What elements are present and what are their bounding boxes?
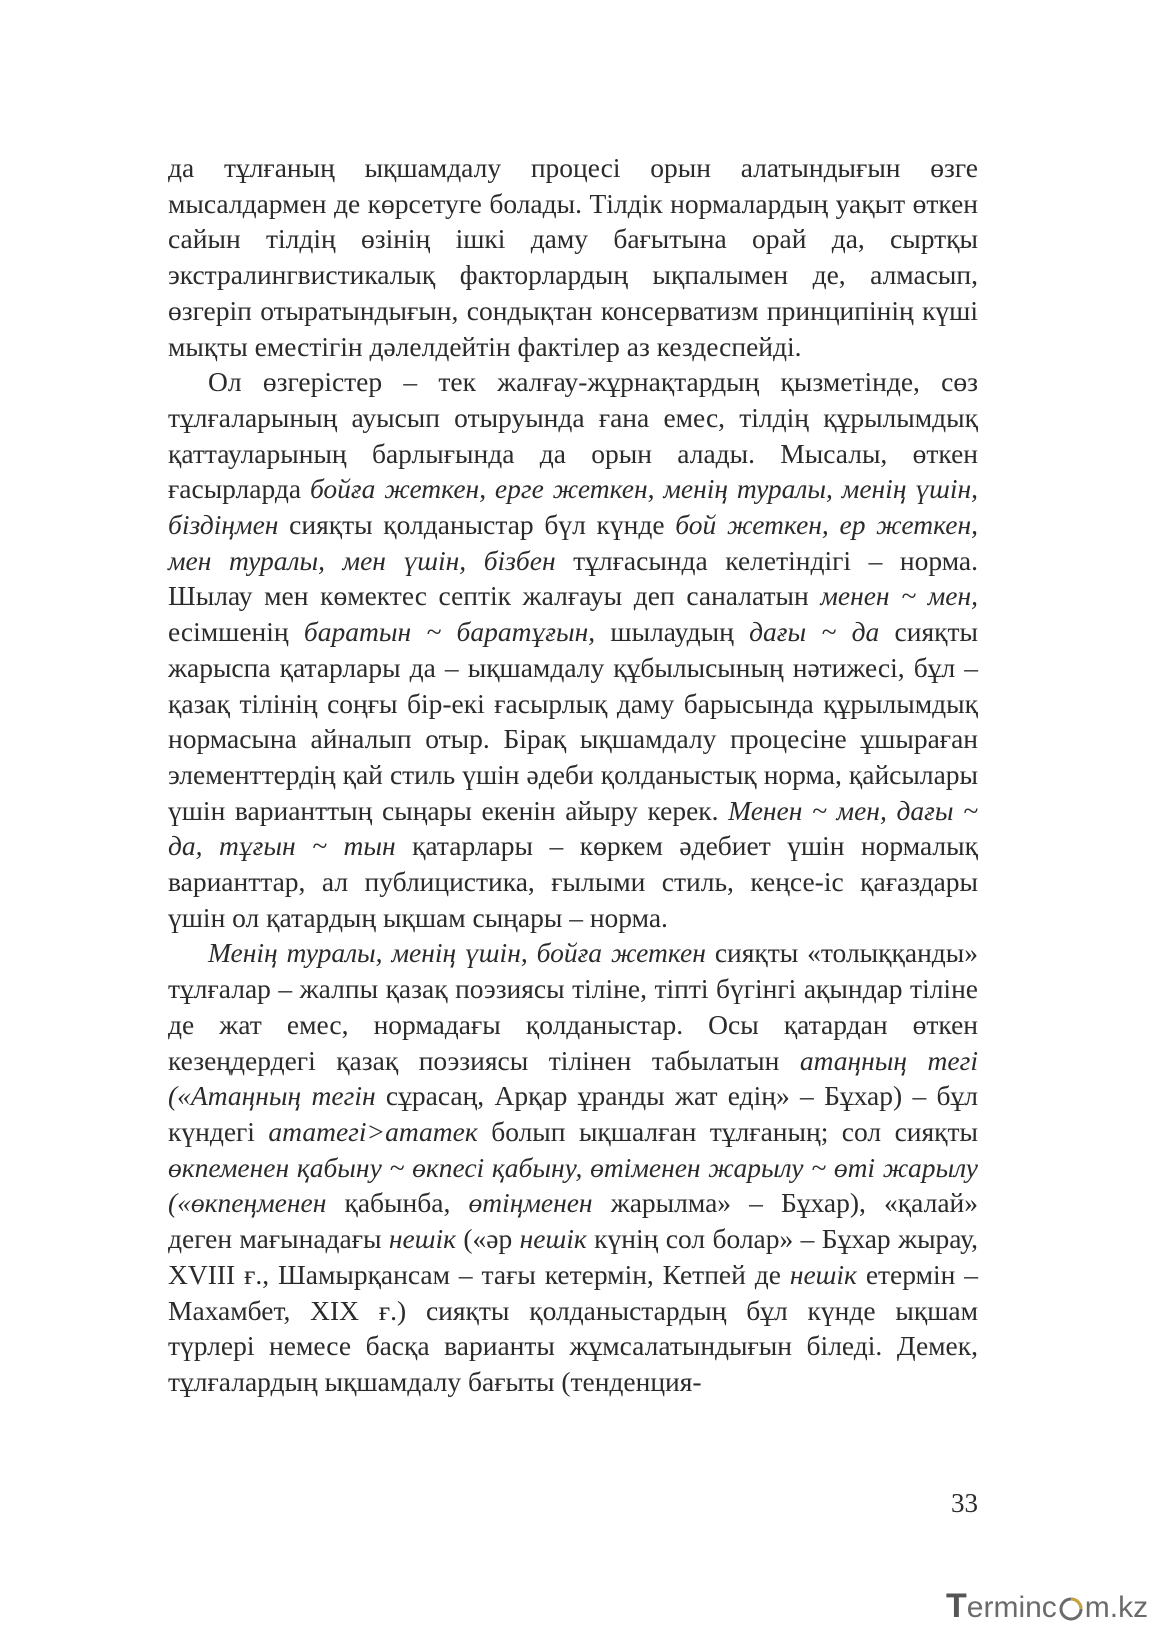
italic-example: бойға жеткен, ерге жеткен, менің туралы, менің үшін, біздіңмен [168,473,978,541]
text-run: қатарлары – көркем әдебиет үшін нормалық варианттар, ал публицистика, ғылыми стиль, кеңсе-іс қағаздары үшін ол қатардың ықшам сыңары – норма. [168,830,978,933]
text-run: да тұлғаның ықшамдалу процесі орын алатындығын өзге мысалдармен де көрсетуге болады. Тілдік нормалардың уақыт өткен сайын тілдің өзінің ішкі даму бағытына орай да, сыртқы экстралингвистикалық факторлардың ықпалымен де, алмасып, өзгеріп отыратындығын, сондықтан консерватизм принципінің күші мықты еместігін дәлелдейтін фактілер аз кездеспейді. [168,152,978,362]
text-run: етермін – Махамбет, XIX ғ.) сияқты қолданыстардың бұл күнде ықшам түрлері немесе басқа варианты жұмсалатындығын біледі. Демек, тұлғалардың ықшамдалу бағыты (тенденция- [168,1258,978,1397]
text-run: сияқты қолданыстар бүл күнде [278,509,676,541]
text-run: шылаудың [595,616,750,648]
text-run: Ол өзгерістер – тек жалғау-жұрнақтардың қызметінде, сөз тұлғаларының ауысып отыруында ғана емес, тілдің құрылымдық қаттауларының барлығында да орын алады. Мысалы, өткен ғасырларда [168,366,978,505]
text-run: болып ықшалған тұлғаның; сол сияқты [477,1115,979,1147]
text-run: сияқты жарыспа қатарлары да – ықшамдалу құбылысының нәтижесі, бұл – қазақ тілінің соңғы бір-екі ғасырлық даму барысында құрылымдық нормасына айналып отыр. Бірақ ықшамдалу процесіне ұшыраған элементтердің қай стиль үшін әдеби қолданыстық норма, қайсылары үшін варианттың сыңары екенін айыру керек. [168,616,978,826]
text-run: сияқты «толыққанды» тұлғалар – жалпы қазақ поэзиясы тіліне, тіпті бүгінгі ақындар тіліне де жат емес, нормадағы қолданыстар. Осы қатардан өткен кезеңдердегі қазақ поэзиясы тілінен табылатын [168,937,979,1076]
italic-example: баратын ~ баратұғын, [303,616,596,648]
italic-example: Менен ~ мен, дағы ~ да, тұғын ~ тын [168,794,978,862]
italic-example: ататегі>ататек [268,1115,478,1147]
text-run: тұлғасында келетіндігі – норма. Шылау мен көмектес септік жалғауы деп саналатын [168,544,978,612]
text-run: қабынба, [326,1187,469,1219]
italic-example: бой жеткен, ер жеткен, мен туралы, мен үшін, бізбен [168,509,978,576]
text-run: жарылма» – Бұхар), «қалай» деген мағынадағы [168,1187,978,1255]
watermark-o-icon [1058,1596,1084,1622]
italic-example: нешік [789,1258,857,1290]
italic-example: Менің туралы, менің үшін, бойға жеткен [208,937,706,969]
page-number: 33 [951,1488,978,1518]
text-run: күнің сол болар» – Бұхар жырау, XVIII ғ., Шамырқансам – тағы кетермін, Кетпей де [168,1223,978,1290]
italic-example: менен ~ мен, [820,580,978,612]
italic-example: өтіңменен [468,1187,593,1219]
italic-example: дағы ~ да [749,616,880,648]
watermark-letter: T [946,1587,967,1625]
paragraph [168,935,978,1399]
text-run: сұрасаң, Арқар ұранды жат едің» – Бұхар) – бұл күндегі [168,1080,979,1147]
text-run: («әр [456,1223,520,1255]
italic-example: нешік [388,1223,456,1255]
watermark-text-part: m.kz [1084,1591,1149,1624]
paragraph [168,364,978,935]
paragraph [168,150,978,364]
site-watermark-logo [946,1586,1149,1626]
watermark-text-part: erminc [966,1591,1057,1624]
text-run: есімшенің [168,616,304,648]
italic-example: нешік [519,1223,587,1255]
body-text [168,150,978,1400]
italic-example: атаңның тегі («Атаңның тегін [168,1044,978,1112]
italic-example: өкпеменен қабыну ~ өкпесі қабыну, өтіменен жарылу ~ өті жарылу («өкпеңменен [168,1151,978,1219]
